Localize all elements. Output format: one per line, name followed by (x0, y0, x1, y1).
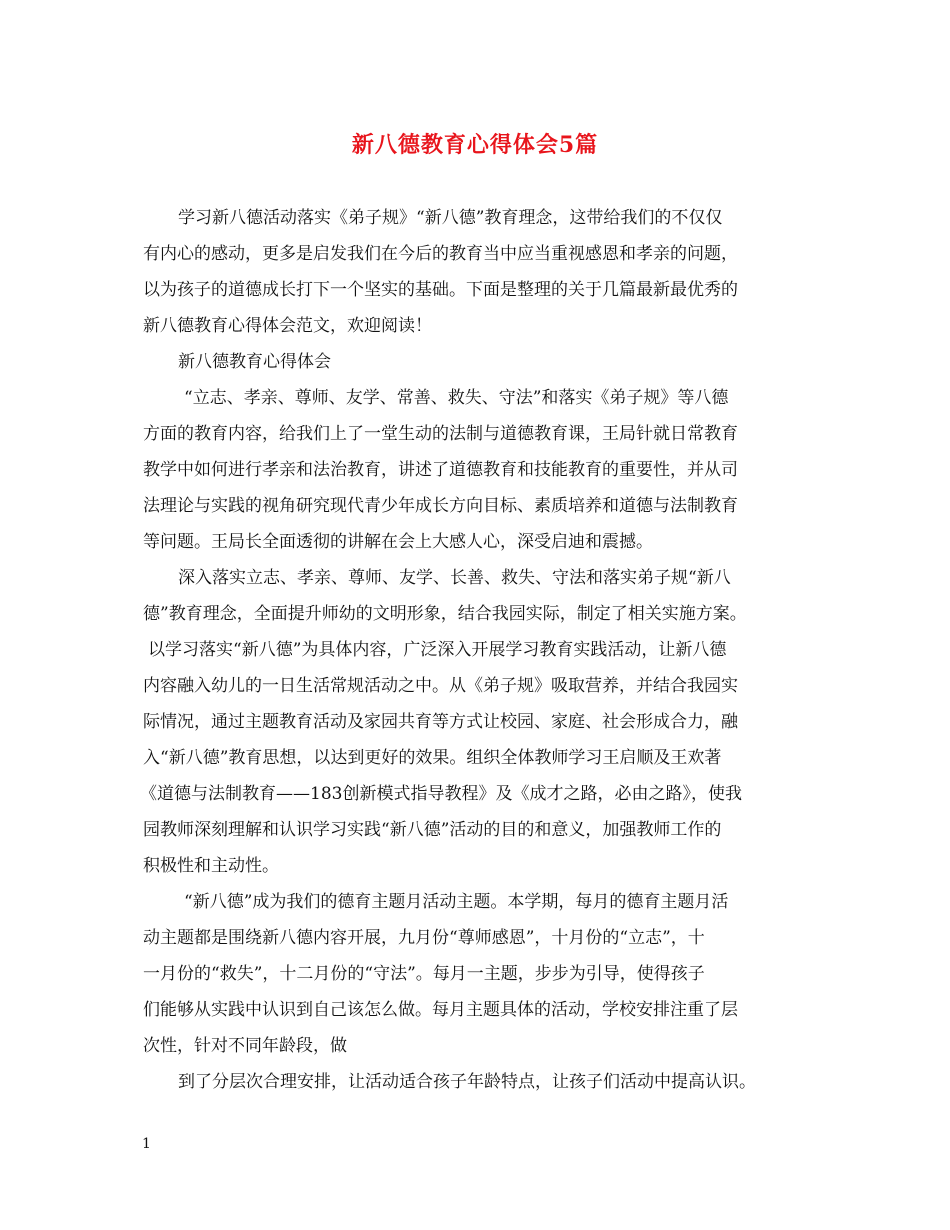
paragraph-line: 学习新八德活动落实《弟子规》“新八德”教育理念，这带给我们的不仅仅 (178, 208, 723, 228)
paragraph-line: 积极性和主动性。 (143, 856, 279, 876)
paragraph-line: 教学中如何进行孝亲和法治教育，讲述了道德教育和技能教育的重要性，并从司 (143, 460, 738, 480)
paragraph-line: 《道德与法制教育——183创新模式指导教程》及《成才之路，必由之路》，使我 (140, 784, 742, 804)
section-heading: 新八德教育心得体会 (178, 352, 331, 372)
paragraph-line: 有内心的感动，更多是启发我们在今后的教育当中应当重视感恩和孝亲的问题， (143, 244, 738, 264)
paragraph-line: 到了分层次合理安排，让活动适合孩子年龄特点，让孩子们活动中提高认识。 (178, 1072, 756, 1092)
page-number: 1 (142, 1136, 151, 1152)
paragraph-line: 们能够从实践中认识到自己该怎么做。每月主题具体的活动，学校安排注重了层 (143, 1000, 738, 1020)
paragraph-line: 一月份的“救失”，十二月份的“守法”。每月一主题，步步为引导，使得孩子 (143, 964, 705, 984)
paragraph-line: 内容融入幼儿的一日生活常规活动之中。从《弟子规》吸取营养，并结合我园实 (143, 676, 738, 696)
paragraph-line: “立志、孝亲、尊师、友学、常善、救失、守法”和落实《弟子规》等八德 (184, 388, 729, 408)
paragraph-line: 新八德教育心得体会范文，欢迎阅读！ (143, 316, 432, 336)
paragraph-line: 园教师深刻理解和认识学习实践“新八德”活动的目的和意义，加强教师工作的 (143, 820, 722, 840)
paragraph-line: 入“新八德”教育思想，以达到更好的效果。组织全体教师学习王启顺及王欢著 (143, 748, 722, 768)
paragraph-line: 法理论与实践的视角研究现代青少年成长方向目标、素质培养和道德与法制教育 (143, 496, 738, 516)
paragraph-line: 际情况，通过主题教育活动及家园共育等方式让校园、家庭、社会形成合力，融 (143, 712, 738, 732)
paragraph-line: 以为孩子的道德成长打下一个坚实的基础。下面是整理的关于几篇最新最优秀的 (143, 280, 738, 300)
paragraph-line: 次性，针对不同年龄段，做 (143, 1036, 347, 1056)
paragraph-line: 以学习落实“新八德”为具体内容，广泛深入开展学习教育实践活动，让新八德 (148, 640, 727, 660)
paragraph-line: 方面的教育内容，给我们上了一堂生动的法制与道德教育课，王局针就日常教育 (143, 424, 738, 444)
paragraph-line: “新八德”成为我们的德育主题月活动主题。本学期，每月的德育主题月活 (184, 892, 729, 912)
paragraph-line: 德”教育理念，全面提升师幼的文明形象，结合我园实际，制定了相关实施方案。 (143, 604, 747, 624)
paragraph-line: 深入落实立志、孝亲、尊师、友学、长善、救失、守法和落实弟子规“新八 (178, 568, 731, 588)
paragraph-line: 动主题都是围绕新八德内容开展，九月份“尊师感恩”，十月份的“立志”，十 (143, 928, 705, 948)
paragraph-line: 等问题。王局长全面透彻的讲解在会上大感人心，深受启迪和震撼。 (143, 532, 653, 552)
document-title: 新八德教育心得体会5篇 (351, 132, 599, 158)
